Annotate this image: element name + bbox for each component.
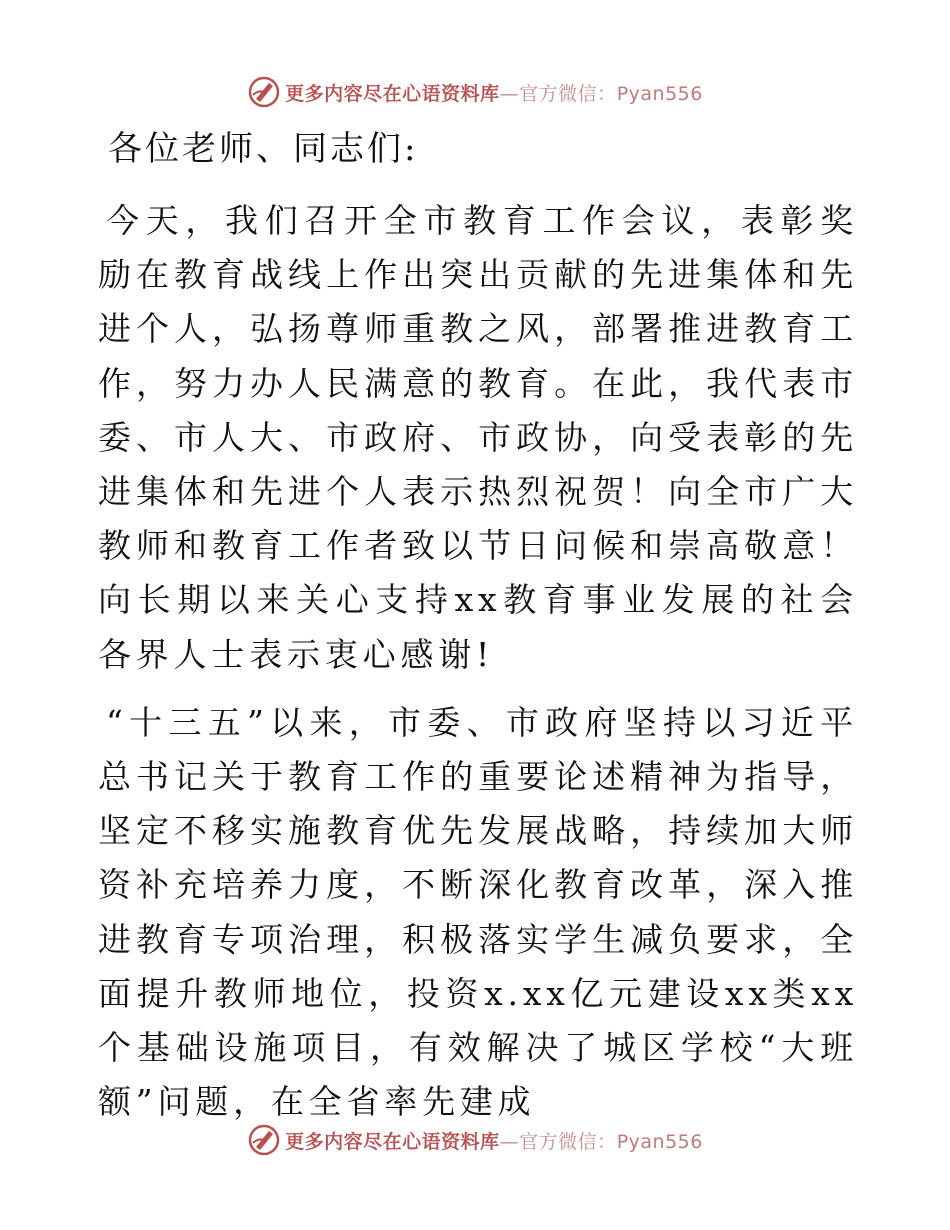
header-promo-text: 更多内容尽在心语资料库 bbox=[285, 82, 500, 105]
brand-logo-icon bbox=[247, 1123, 281, 1157]
document-body bbox=[98, 124, 858, 1129]
salutation: 各位老师、同志们: bbox=[108, 129, 419, 169]
footer-banner-text bbox=[285, 1127, 703, 1154]
paragraph-2: “十三五”以来，市委、市政府坚持以习近平总书记关于教育工作的重要论述精神为指导，坚定不移实施教育优先发展战略，持续加大师资补充培养力度，不断深化教育改革，深入推进教育专项治理，积极落实学生减负要求，全面提升教师地位，投资x.xx亿元建设xx类xx个基础设施项目，有效解决了城区学校“大班额”问题，在全省率先建成 bbox=[98, 702, 858, 1122]
footer-banner bbox=[0, 1120, 950, 1160]
footer-wechat-id: Pyan556 bbox=[616, 1130, 703, 1153]
header-banner-text bbox=[285, 79, 703, 106]
header-wechat-id: Pyan556 bbox=[616, 82, 703, 105]
footer-wechat-label: 官方微信： bbox=[519, 1130, 617, 1153]
brand-logo-icon bbox=[247, 75, 281, 109]
paragraph-1: 今天，我们召开全市教育工作会议，表彰奖励在教育战线上作出突出贡献的先进集体和先进个人，弘扬尊师重教之风，部署推进教育工作，努力办人民满意的教育。在此，我代表市委、市人大、市政府、市政协，向受表彰的先进集体和先进个人表示热烈祝贺！向全市广大教师和教育工作者致以节日问候和崇高敬意！向长期以来关心支持xx教育事业发展的社会各界人士表示衷心感谢! bbox=[98, 201, 858, 674]
footer-promo-text: 更多内容尽在心语资料库 bbox=[285, 1130, 500, 1153]
header-separator: — bbox=[499, 82, 520, 105]
footer-separator: — bbox=[499, 1130, 520, 1153]
header-wechat-label: 官方微信： bbox=[519, 82, 617, 105]
header-banner bbox=[0, 72, 950, 112]
